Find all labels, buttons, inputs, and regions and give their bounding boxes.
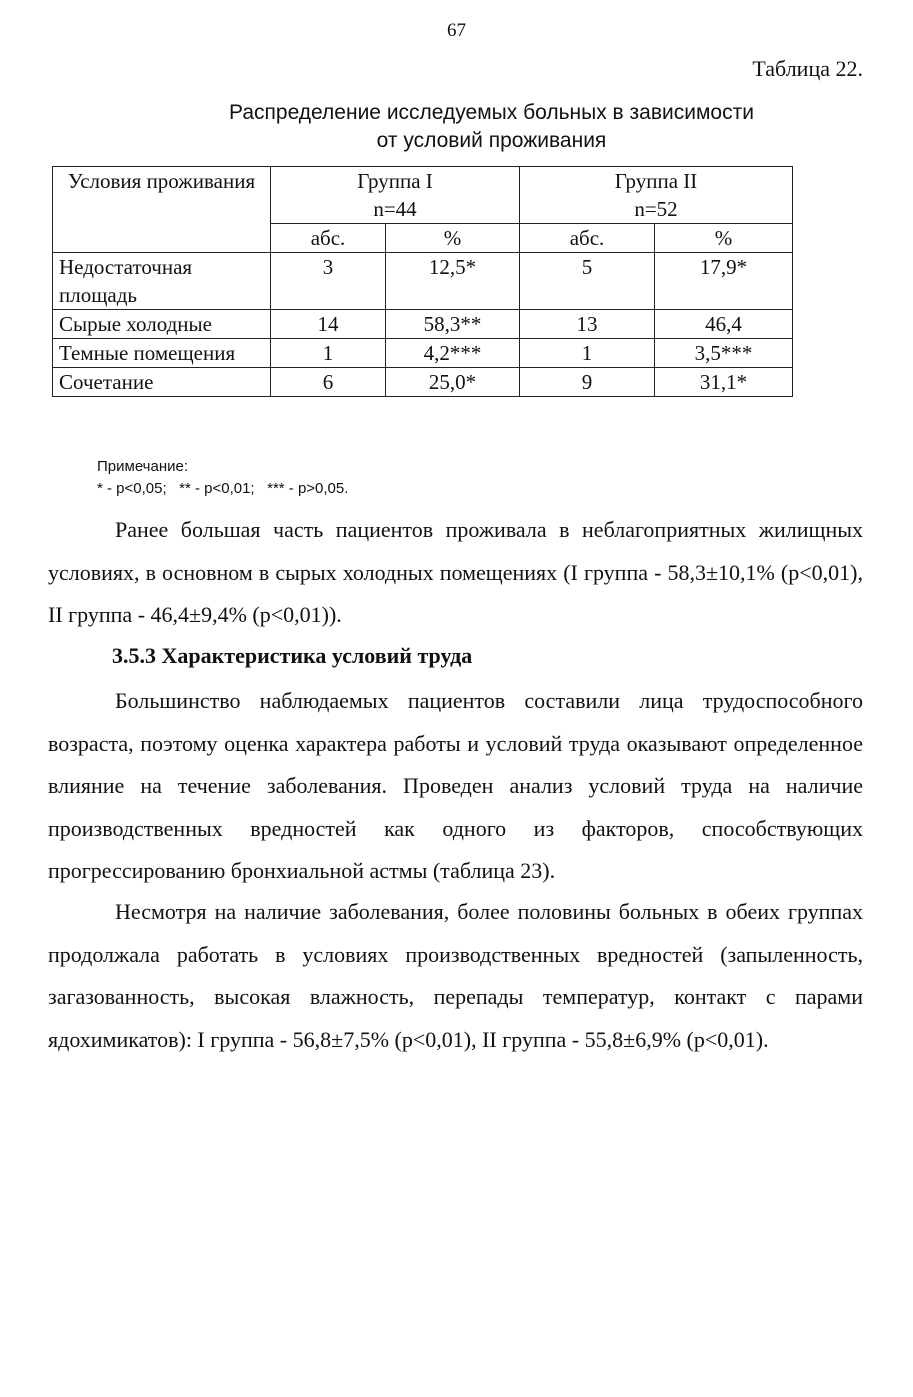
paragraph-1: Ранее большая часть пациентов проживала в неблагоприятных жилищных условиях, в основном в сырых холодных помещениях (I группа - 58,3±10,1% (p<0,01), II группа - 46,4±9,4% (p<0,01)). (48, 517, 863, 627)
section-heading: 3.5.3 Характеристика условий труда (112, 643, 473, 668)
note-title: Примечание: (97, 458, 188, 475)
row-label: Темные помещения (53, 339, 271, 368)
cell-g1-abs: 6 (271, 368, 386, 397)
cell-g1-pct: 58,3** (386, 310, 520, 339)
row-label: Сочетание (53, 368, 271, 397)
paragraph-3: Несмотря на наличие заболевания, более половины больных в обеих группах продолжала работать в условиях производственных вредностей (запыленность, загазованность, высокая влажность, перепады температур, контакт с парами ядохимикатов): I группа - 56,8±7,5% (p<0,01), II группа - 55,8±6,9% (p<0,01). (48, 899, 863, 1052)
row-label: Недостаточная площадь (53, 253, 271, 310)
paragraph-2: Большинство наблюдаемых пациентов составили лица трудоспособного возраста, поэтому оценка характера работы и условий труда оказывают определенное влияние на течение заболевания. Проведен анализ условий труда на наличие производственных вредностей как одного из факторов, способствующих прогрессированию бронхиальной астмы (таблица 23). (48, 688, 863, 883)
subheader-g1-abs: абс. (271, 224, 386, 253)
cell-g1-abs: 14 (271, 310, 386, 339)
table-title-line2: от условий проживания (376, 129, 607, 152)
table-row (53, 310, 793, 339)
table-row (53, 253, 793, 310)
table-title (0, 99, 913, 155)
table-title-line1: Распределение исследуемых больных в зависимости (229, 101, 754, 124)
cell-g1-pct: 4,2*** (386, 339, 520, 368)
page-number: 67 (447, 20, 466, 41)
subheader-g2-pct: % (655, 224, 793, 253)
cell-g2-abs: 13 (520, 310, 655, 339)
subheader-g2-abs: абс. (520, 224, 655, 253)
cell-g2-abs: 1 (520, 339, 655, 368)
cell-g2-pct: 3,5*** (655, 339, 793, 368)
subheader-g1-pct: % (386, 224, 520, 253)
cell-g2-pct: 46,4 (655, 310, 793, 339)
table-header-row (53, 167, 793, 224)
cell-g2-abs: 9 (520, 368, 655, 397)
living-conditions-table (52, 166, 793, 397)
table-label: Таблица 22. (752, 56, 863, 81)
table-note (97, 456, 348, 500)
cell-g2-abs: 5 (520, 253, 655, 310)
header-conditions: Условия проживания (53, 167, 271, 253)
cell-g2-pct: 17,9* (655, 253, 793, 310)
table-row (53, 368, 793, 397)
cell-g2-pct: 31,1* (655, 368, 793, 397)
table-row (53, 339, 793, 368)
cell-g1-abs: 3 (271, 253, 386, 310)
cell-g1-abs: 1 (271, 339, 386, 368)
cell-g1-pct: 25,0* (386, 368, 520, 397)
row-label: Сырые холодные (53, 310, 271, 339)
cell-g1-pct: 12,5* (386, 253, 520, 310)
header-group1: Группа I n=44 (271, 167, 520, 224)
header-group2: Группа II n=52 (520, 167, 793, 224)
note-text: * - p<0,05; ** - p<0,01; *** - p>0,05. (97, 480, 349, 497)
